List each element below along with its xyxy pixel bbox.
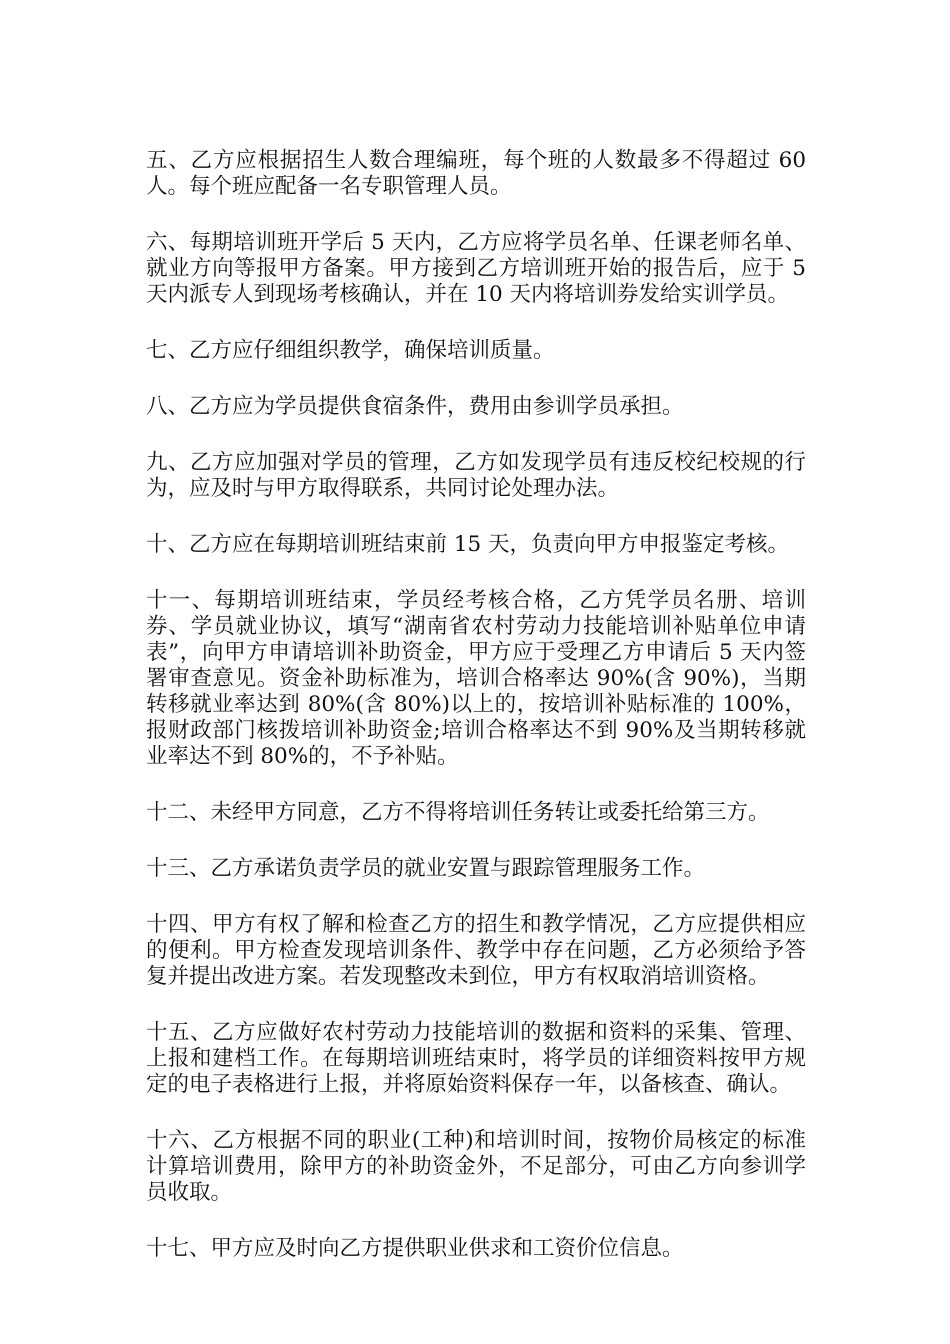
- document-body: [146, 148, 806, 1292]
- clause-12: 十二、未经甲方同意，乙方不得将培训任务转让或委托给第三方。: [146, 800, 770, 825]
- clause-9: 九、乙方应加强对学员的管理，乙方如发现学员有违反校纪校规的行为，应及时与甲方取得联系，共同讨论处理办法。: [146, 450, 806, 501]
- clause-8: 八、乙方应为学员提供食宿条件，费用由参训学员承担。: [146, 394, 684, 419]
- clause-10: 十、乙方应在每期培训班结束前 15 天，负责向甲方申报鉴定考核。: [146, 532, 790, 557]
- clause-17: 十七、甲方应及时向乙方提供职业供求和工资价位信息。: [146, 1236, 684, 1261]
- clause-15: 十五、乙方应做好农村劳动力技能培训的数据和资料的采集、管理、上报和建档工作。在每期培训班结束时，将学员的详细资料按甲方规定的电子表格进行上报，并将原始资料保存一年，以备核查、确认。: [146, 1020, 806, 1097]
- clause-16: 十六、乙方根据不同的职业(工种)和培训时间，按物价局核定的标准计算培训费用，除甲方的补助资金外，不足部分，可由乙方向参训学员收取。: [146, 1128, 806, 1205]
- clause-5: 五、乙方应根据招生人数合理编班，每个班的人数最多不得超过 60 人。每个班应配备一名专职管理人员。: [146, 148, 806, 199]
- clause-6: 六、每期培训班开学后 5 天内，乙方应将学员名单、任课老师名单、就业方向等报甲方备案。甲方接到乙方培训班开始的报告后，应于 5 天内派专人到现场考核确认，并在 10 天内将培训券发给实训学员。: [146, 230, 806, 307]
- clause-7: 七、乙方应仔细组织教学，确保培训质量。: [146, 338, 555, 363]
- clause-11: 十一、每期培训班结束，学员经考核合格，乙方凭学员名册、培训券、学员就业协议，填写“湖南省农村劳动力技能培训补贴单位申请表”，向甲方申请培训补助资金，甲方应于受理乙方申请后 5 天内签署审查意见。资金补助标准为，培训合格率达 90%(含 90%)，当期转移就业率达到 80%(含 80%)以上的，按培训补贴标准的 100%，报财政部门核拨培训补助资金;培训合格率达不到 90%及当期转移就业率达不到 80%的，不予补贴。: [146, 588, 806, 769]
- clause-14: 十四、甲方有权了解和检查乙方的招生和教学情况，乙方应提供相应的便利。甲方检查发现培训条件、教学中存在问题，乙方必须给予答复并提出改进方案。若发现整改未到位，甲方有权取消培训资格。: [146, 912, 806, 989]
- clause-13: 十三、乙方承诺负责学员的就业安置与跟踪管理服务工作。: [146, 856, 706, 881]
